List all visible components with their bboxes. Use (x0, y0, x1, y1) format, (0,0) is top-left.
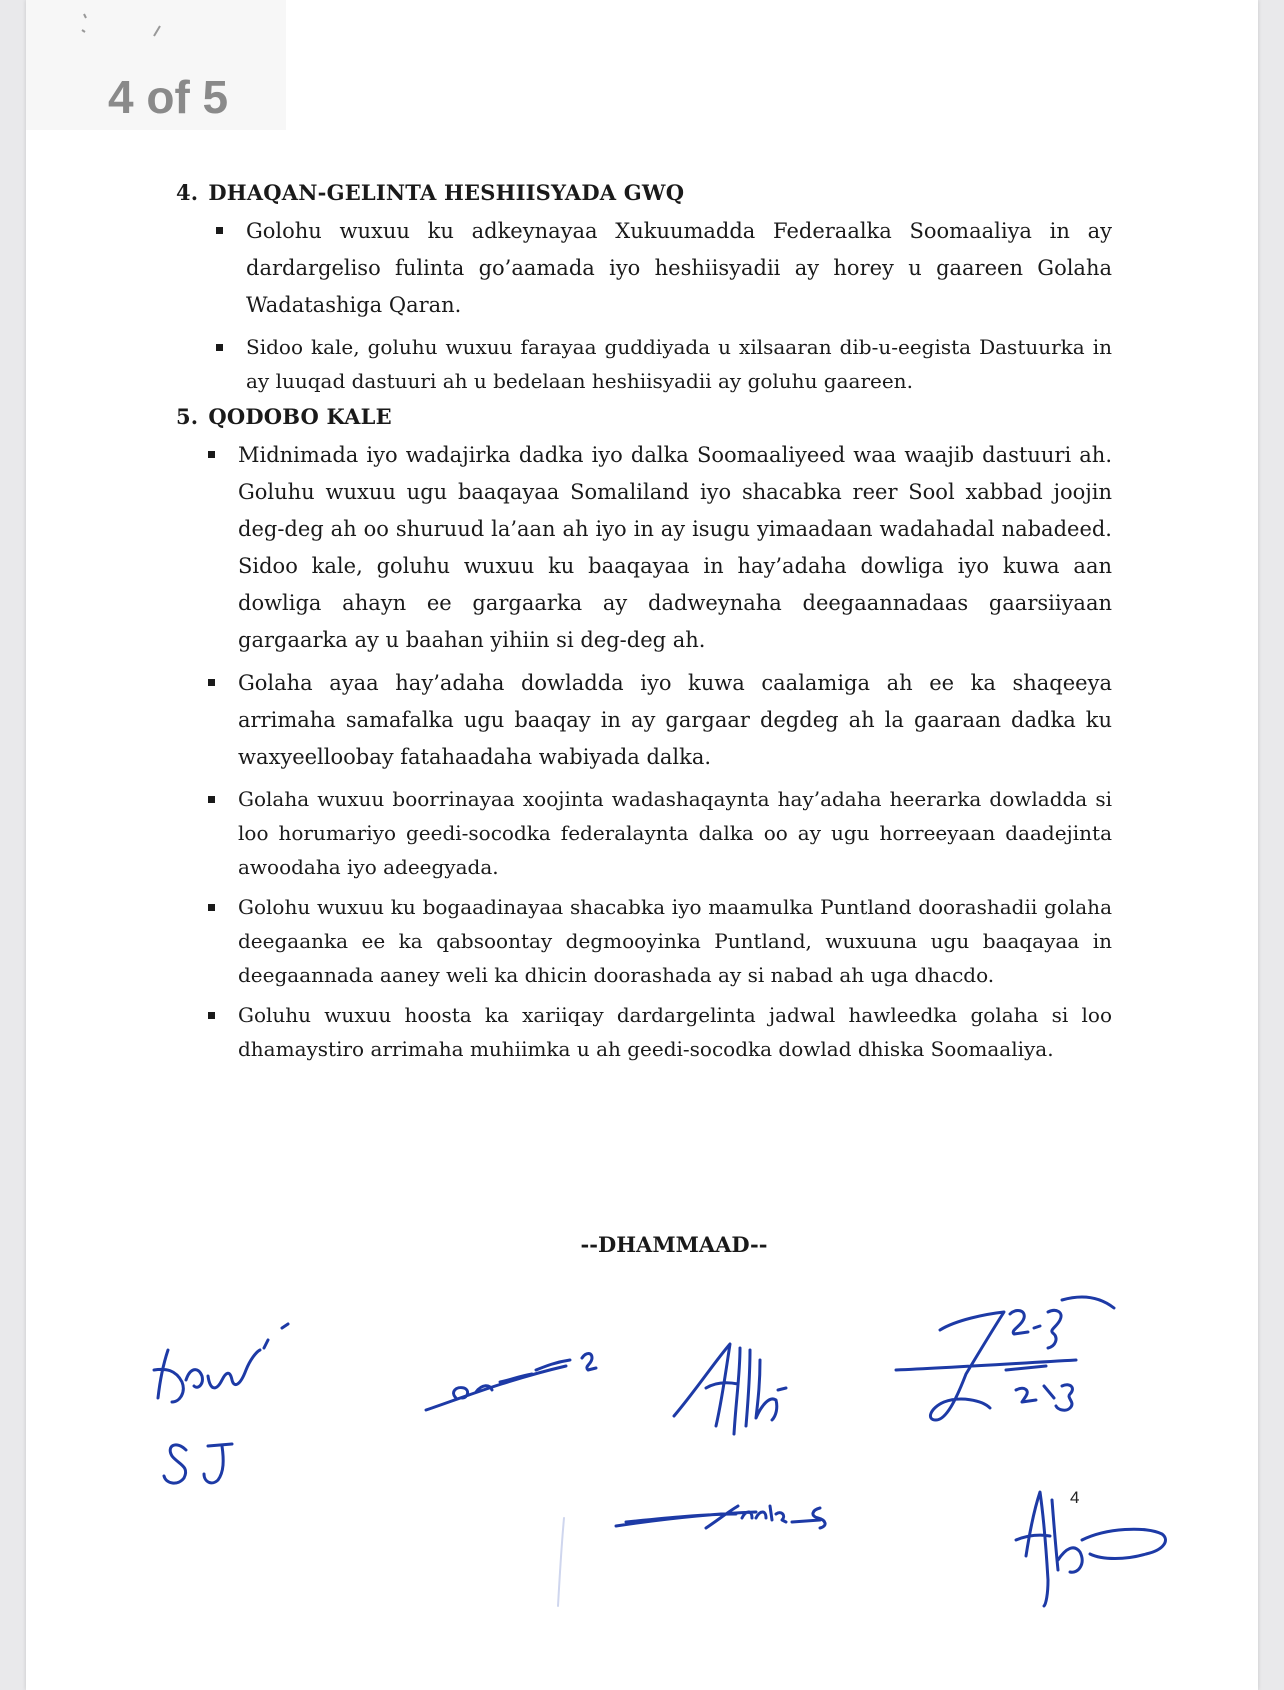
square-bullet-icon (208, 451, 215, 458)
list-item (176, 665, 1112, 776)
bullet-text: Golohu wuxuu ku bogaadinayaa shacabka iyo maamulka Puntland doorashadii golaha deegaanka ee ka qabsoontay degmooyinka Puntland, wuxuuna ugu baaqayaa in deegaannada aaney weli ka dhicin doorashada ay si nabad ah uga dhacdo. (238, 895, 1112, 987)
section-number: 4. (176, 180, 199, 205)
bullet-text: Golaha ayaa hay’adaha dowladda iyo kuwa caalamiga ah ee ka shaqeeya arrimaha samafalka ugu baaqay in ay gargaar degdeg ah la gaaraan dadka ku waxyeelloobay fatahaadaha wabiyada dalka. (238, 671, 1112, 769)
corner-scan-marks (56, 8, 176, 48)
section-5 (176, 404, 1112, 1066)
section-4 (176, 180, 1112, 398)
square-bullet-icon (216, 344, 223, 351)
document-page (26, 0, 1258, 1690)
signature-6 (1006, 1470, 1176, 1610)
signature-3 (666, 1330, 856, 1450)
list-item (176, 213, 1112, 324)
faint-mark (546, 1510, 586, 1620)
end-mark: --DHAMMAAD-- (580, 1232, 768, 1257)
list-item (176, 782, 1112, 884)
document-body (176, 180, 1112, 1072)
list-item (176, 437, 1112, 659)
bullet-text: Goluhu wuxuu hoosta ka xariiqay dardargelinta jadwal hawleedka golaha si loo dhamaystiro arrimaha muhiimka u ah geedi-socodka dowlad dhiska Soomaaliya. (238, 1003, 1112, 1061)
bullet-list (176, 213, 1112, 398)
square-bullet-icon (208, 1012, 215, 1019)
list-item (176, 998, 1112, 1066)
square-bullet-icon (208, 679, 215, 686)
bullet-text: Golaha wuxuu boorrinayaa xoojinta wadashaqaynta hay’adaha heerarka dowladda si loo horumariyo geedi-socodka federalaynta dalka oo ay ugu horreeyaan daadejinta awoodaha iyo adeegyada. (238, 787, 1112, 879)
signature-1 (146, 1310, 346, 1490)
page-number: 4 (1070, 1488, 1080, 1507)
signature-2 (416, 1340, 616, 1420)
list-item (176, 330, 1112, 398)
section-heading (176, 180, 1112, 205)
bullet-text: Golohu wuxuu ku adkeynayaa Xukuumadda Federaalka Soomaaliya in ay dardargeliso fulinta go’aamada iyo heshiisyadii ay horey u gaareen Golaha Wadatashiga Qaran. (246, 219, 1112, 317)
bullet-text: Midnimada iyo wadajirka dadka iyo dalka Soomaaliyeed waa waajib dastuuri ah. Goluhu wuxuu ugu baaqayaa Somaliland iyo shacabka reer Sool xabbad joojin deg-deg ah oo shuruud la’aan ah iyo in ay isugu yimaadaan wadahadal nabadeed. Sidoo kale, goluhu wuxuu ku baaqayaa in hay’adaha dowliga iyo kuwa aan dowliga ahayn ee gargaarka ay dadweynaha deegaannadaas gaarsiiyaan gargaarka ay u baahan yihiin si deg-deg ah. (238, 443, 1112, 652)
list-item (176, 890, 1112, 992)
section-title: DHAQAN-GELINTA HESHIISYADA GWQ (208, 180, 685, 205)
square-bullet-icon (208, 796, 215, 803)
section-number: 5. (176, 404, 199, 429)
bullet-list (176, 437, 1112, 1066)
signature-4 (886, 1290, 1146, 1450)
page-indicator: 4 of 5 (108, 71, 229, 123)
bullet-text: Sidoo kale, goluhu wuxuu farayaa guddiyada u xilsaaran dib-u-eegista Dastuurka in ay luuqad dastuuri ah u bedelaan heshiisyadii ay goluhu gaareen. (246, 335, 1112, 393)
section-title: QODOBO KALE (208, 404, 392, 429)
square-bullet-icon (216, 227, 223, 234)
square-bullet-icon (208, 904, 215, 911)
signature-5 (606, 1490, 846, 1550)
section-heading (176, 404, 1112, 429)
